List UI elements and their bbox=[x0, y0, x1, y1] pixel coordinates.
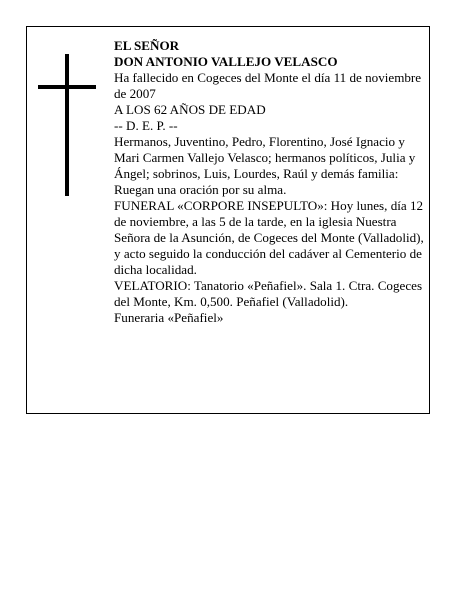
family-list: Hermanos, Juventino, Pedro, Florentino, José Ignacio y Mari Carmen Vallejo Velasco; hermanos políticos, Julia y Ángel; sobrinos, Luis, Lourdes, Raúl y demás familia: bbox=[114, 134, 416, 181]
rip-line: -- D. E. P. -- bbox=[114, 118, 178, 133]
deceased-name: DON ANTONIO VALLEJO VELASCO bbox=[114, 54, 338, 69]
age-statement: A LOS 62 AÑOS DE EDAD bbox=[114, 102, 266, 117]
death-statement: Ha fallecido en Cogeces del Monte el día 11 de noviembre de 2007 bbox=[114, 70, 422, 101]
prayer-request: Ruegan una oración por su alma. bbox=[114, 182, 287, 197]
obituary-notice bbox=[26, 26, 430, 414]
notice-title: EL SEÑOR bbox=[114, 38, 180, 53]
cross-vertical-bar bbox=[65, 54, 69, 196]
funeral-details: FUNERAL «CORPORE INSEPULTO»: Hoy lunes, día 12 de noviembre, a las 5 de la tarde, en la iglesia Nuestra Señora de la Asunción, de Cogeces del Monte (Valladolid), y acto seguido la conducción del cadáver al Cementerio de dicha localidad. bbox=[114, 198, 424, 277]
funeral-home: Funeraria «Peñafiel» bbox=[114, 310, 224, 325]
wake-details: VELATORIO: Tanatorio «Peñafiel». Sala 1. Ctra. Cogeces del Monte, Km. 0,500. Peñafiel (Valladolid). bbox=[114, 278, 423, 309]
notice-text bbox=[114, 38, 424, 326]
cross-horizontal-bar bbox=[38, 85, 96, 89]
